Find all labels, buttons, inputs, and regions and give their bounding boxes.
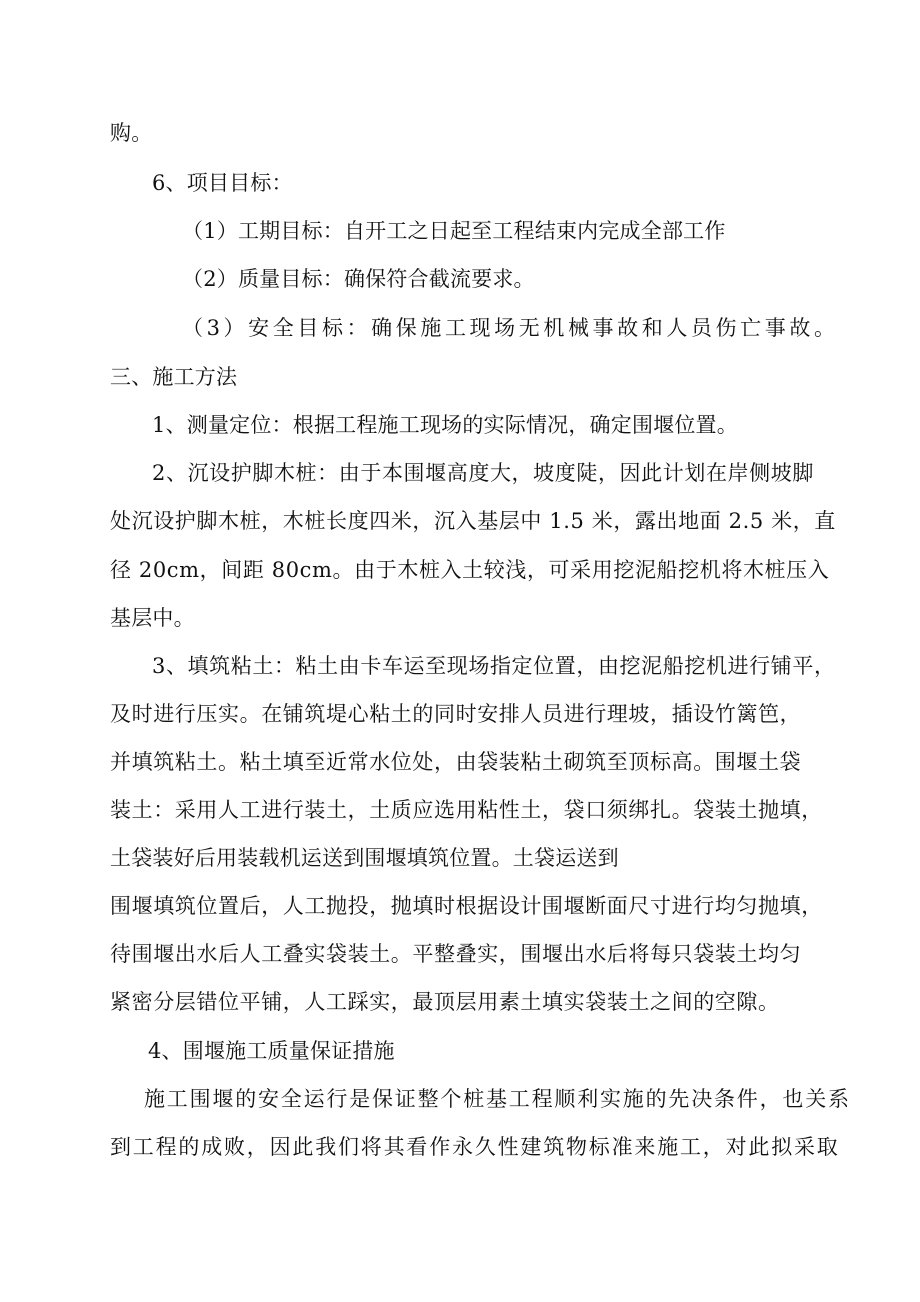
- method-clay-fill-line-2: 及时进行压实。在铺筑堤心粘土的同时安排人员进行理坡，插设竹篱笆，: [110, 702, 802, 726]
- method-sandbag-line-3: 紧密分层错位平铺，人工踩实，最顶层用素土填实袋装土之间的空隙。: [110, 990, 780, 1014]
- heading-quality-measures: 4、围堰施工质量保证措施: [148, 1039, 395, 1063]
- method-clay-fill-line-3: 并填筑粘土。粘土填至近常水位处，由袋装粘土砌筑至顶标高。围堰土袋: [110, 750, 802, 774]
- method-clay-fill-line-5: 土袋装好后用装载机运送到围堰填筑位置。土袋运送到: [110, 846, 619, 870]
- text-line-continuation: 购。: [110, 121, 153, 145]
- method-wooden-piles-line-1: 2、沉设护脚木桩：由于本围堰高度大，坡度陡，因此计划在岸侧坡脚: [152, 461, 814, 485]
- heading-project-goals: 6、项目目标：: [152, 171, 293, 195]
- goal-quality: （2）质量目标：确保符合截流要求。: [182, 267, 535, 291]
- goal-schedule: （1）工期目标：自开工之日起至工程结束内完成全部工作: [182, 219, 726, 243]
- method-clay-fill-line-1: 3、填筑粘土：粘土由卡车运至现场指定位置，由挖泥船挖机进行铺平，: [152, 654, 836, 678]
- method-sandbag-line-1: 围堰填筑位置后，人工抛投，抛填时根据设计围堰断面尺寸进行均匀抛填，: [110, 894, 823, 918]
- quality-measures-line-2: 到工程的成败，因此我们将其看作永久性建筑物标准来施工，对此拟采取: [110, 1135, 840, 1159]
- quality-measures-line-1: 施工围堰的安全运行是保证整个桩基工程顺利实施的先决条件，也关系: [144, 1087, 851, 1111]
- method-wooden-piles-line-2: 处沉设护脚木桩，木桩长度四米，沉入基层中 1.5 米，露出地面 2.5 米，直: [110, 509, 836, 533]
- method-survey-positioning: 1、测量定位：根据工程施工现场的实际情况，确定围堰位置。: [152, 413, 738, 437]
- goal-safety: （3）安全目标：确保施工现场无机械事故和人员伤亡事故。: [182, 316, 839, 340]
- method-wooden-piles-line-3: 径 20cm，间距 80cm。由于木桩入土较浅，可采用挖泥船挖机将木桩压入: [110, 558, 830, 582]
- method-sandbag-line-2: 待围堰出水后人工叠实袋装土。平整叠实，围堰出水后将每只袋装土均匀: [110, 942, 802, 966]
- method-clay-fill-line-4: 装土：采用人工进行装土，土质应选用粘性土，袋口须绑扎。袋装土抛填，: [110, 798, 823, 822]
- section-heading-construction-method: 三、施工方法: [110, 365, 238, 389]
- method-wooden-piles-line-4: 基层中。: [110, 606, 195, 630]
